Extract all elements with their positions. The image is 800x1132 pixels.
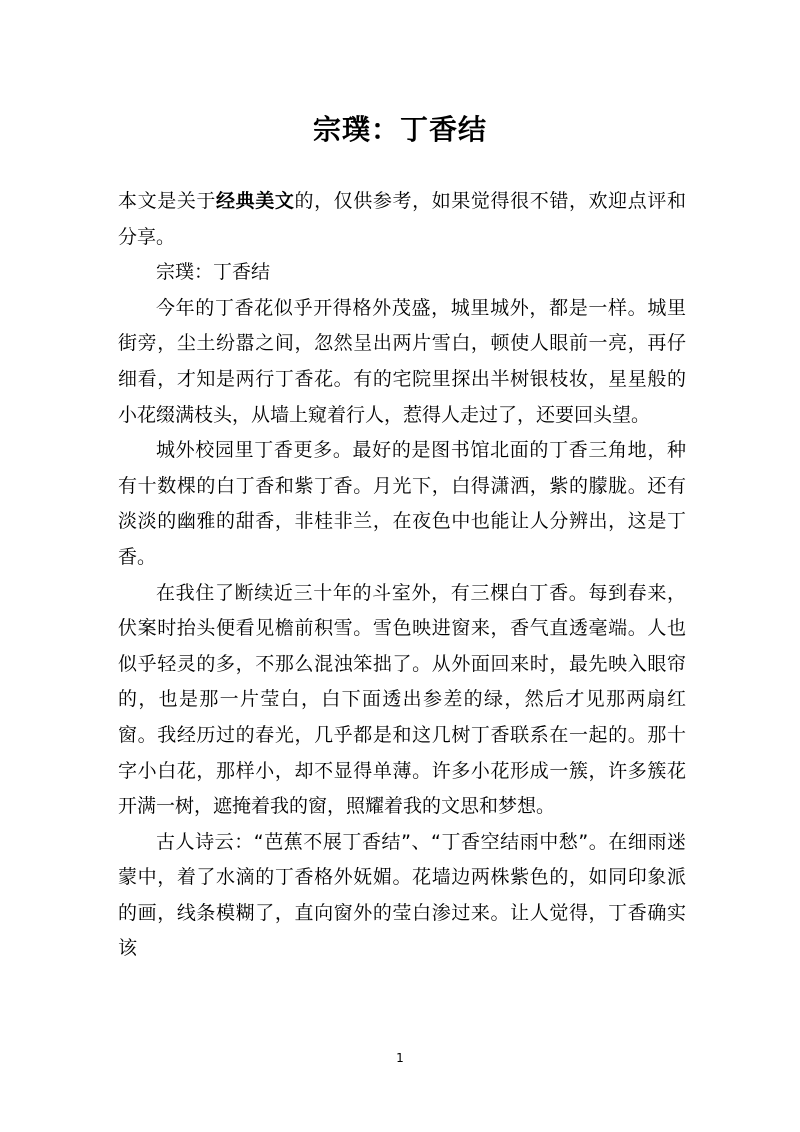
intro-paragraph	[118, 184, 686, 255]
intro-text-after: 的，仅供参考，如果觉得很不错，欢迎点评和分享。	[118, 190, 686, 248]
document-body	[118, 184, 686, 967]
body-paragraph: 城外校园里丁香更多。最好的是图书馆北面的丁香三角地，种有十数棵的白丁香和紫丁香。月光下，白得潇洒，紫的朦胧。还有淡淡的幽雅的甜香，非桂非兰，在夜色中也能让人分辨出，这是丁香。	[118, 439, 686, 568]
body-paragraph: 古人诗云：“芭蕉不展丁香结”、“丁香空结雨中愁”。在细雨迷蒙中，着了水滴的丁香格外妩媚。花墙边两株紫色的，如同印象派的画，线条模糊了，直向窗外的莹白渗过来。让人觉得，丁香确实该	[118, 830, 686, 960]
intro-text-before: 本文是关于	[118, 190, 217, 212]
body-paragraph: 今年的丁香花似乎开得格外茂盛，城里城外，都是一样。城里街旁，尘土纷嚣之间，忽然呈出两片雪白，顿使人眼前一亮，再仔细看，才知是两行丁香花。有的宅院里探出半树银枝妆，星星般的小花缀满枝头，从墙上窥着行人，惹得人走过了，还要回头望。	[118, 296, 686, 426]
document-title: 宗璞：丁香结	[312, 113, 487, 146]
subtitle-paragraph: 宗璞：丁香结	[156, 261, 271, 284]
page-number: 1	[396, 1051, 404, 1065]
body-paragraph: 在我住了断续近三十年的斗室外，有三棵白丁香。每到春来，伏案时抬头便看见檐前积雪。雪色映进窗来，香气直透毫端。人也似乎轻灵的多，不那么混浊笨拙了。从外面回来时，最先映入眼帘的，也是那一片莹白，白下面透出参差的绿，然后才见那两扇红窗。我经历过的春光，几乎都是和这几树丁香联系在一起的。那十字小白花，那样小，却不显得单薄。许多小花形成一簇，许多簇花开满一树，遮掩着我的窗，照耀着我的文思和梦想。	[118, 581, 686, 818]
intro-bold-link: 经典美文	[216, 190, 295, 212]
